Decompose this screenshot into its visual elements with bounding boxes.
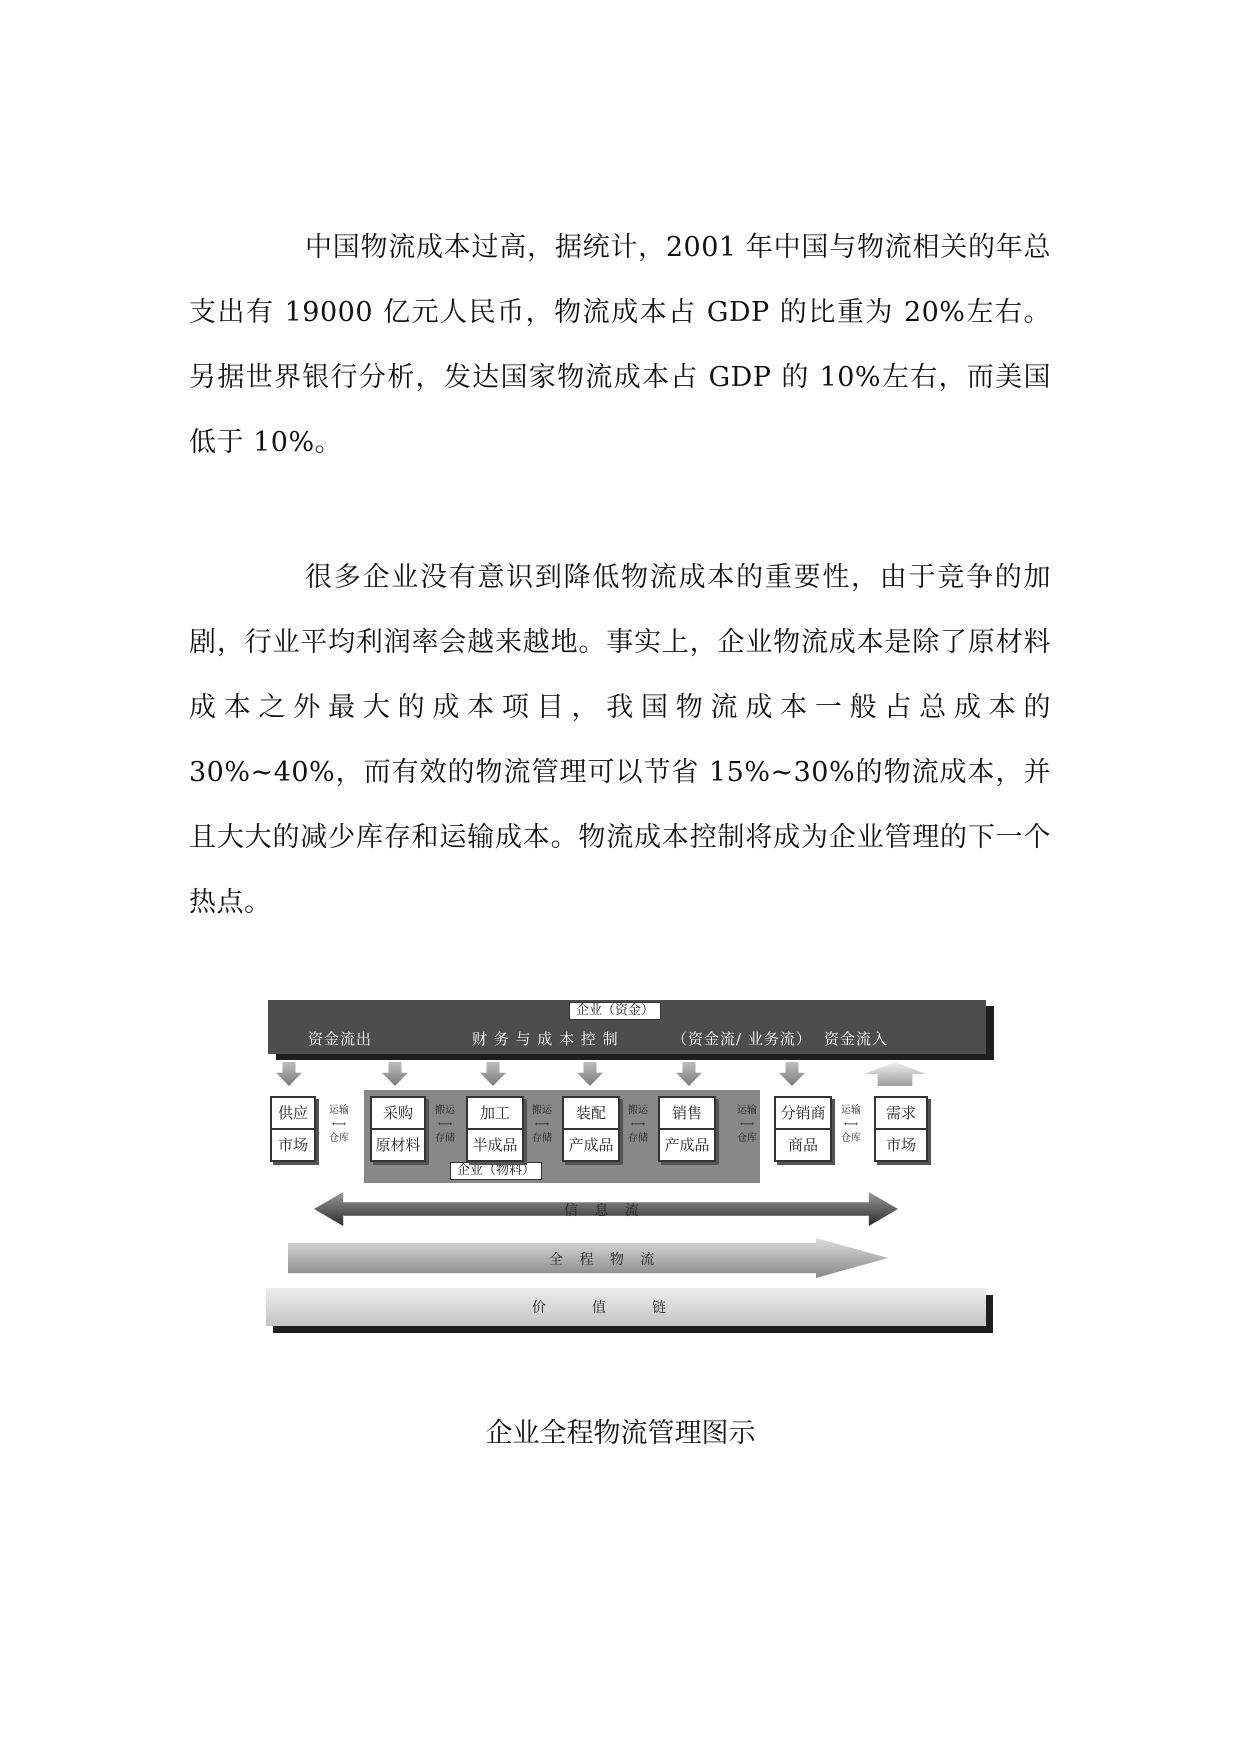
box-demand-market: 需求 市场 [874,1096,928,1162]
tag-enterprise-funds: 企业（资金） [569,1002,661,1020]
up-arrow [864,1062,926,1086]
label-flow-types: （资金流/ 业务流） [672,1030,812,1048]
label-value-chain: 价 值 链 [532,1300,672,1316]
label-cash-out: 资金流出 [308,1030,373,1048]
connector-transport-warehouse: 运输 ⟷ 仓库 [329,1105,349,1144]
down-arrow [480,1062,506,1086]
connector-transport-warehouse: 运输 ⟷ 仓库 [841,1105,861,1144]
label-finance-control: 财 务 与 成 本 控 制 [472,1030,619,1048]
down-arrow [577,1062,603,1086]
box-assembly: 装配 产成品 [562,1096,620,1162]
down-arrow [382,1062,408,1086]
logistics-diagram [264,996,1004,1341]
down-arrow [676,1062,702,1086]
label-full-logistics: 全 程 物 流 [549,1252,661,1268]
connector-handling-storage: 搬运 ⟷ 存储 [628,1105,648,1144]
label-info-flow: 信 息 流 [564,1203,645,1219]
box-distributor: 分销商 商品 [774,1096,832,1162]
box-supply-market: 供应 市场 [270,1096,316,1162]
connector-transport-warehouse: 运输 ⟷ 仓库 [737,1105,757,1144]
paragraph-cost-importance: 很多企业没有意识到降低物流成本的重要性，由于竞争的加剧，行业平均利润率会越来越地。事实上，企业物流成本是除了原材料成本之外最大的成本项目，我国物流成本一般占总成本的 30%~40%，而有效的物流管理可以节省 15%~30%的物流成本，并且大大的减少库存和运输成本。物流成本控制将成为企业管理的下一个热点。 [189,562,1051,918]
box-procurement: 采购 原材料 [370,1096,426,1162]
label-cash-in: 资金流入 [824,1030,889,1048]
tag-enterprise-material: 企业（物料） [450,1162,542,1180]
box-sales: 销售 产成品 [658,1096,716,1162]
down-arrow [779,1062,805,1086]
connector-handling-storage: 搬运 ⟷ 存储 [435,1105,455,1144]
box-processing: 加工 半成品 [466,1096,524,1162]
paragraph-logistics-cost: 中国物流成本过高，据统计，2001 年中国与物流相关的年总支出有 19000 亿元人民币，物流成本占 GDP 的比重为 20%左右。另据世界银行分析，发达国家物流成本占 GDP 的 10%左右，而美国低于 10%。 [189,232,1051,458]
down-arrow [276,1062,302,1086]
figure-caption: 企业全程物流管理图示 [485,1418,756,1449]
connector-handling-storage: 搬运 ⟷ 存储 [532,1105,552,1144]
